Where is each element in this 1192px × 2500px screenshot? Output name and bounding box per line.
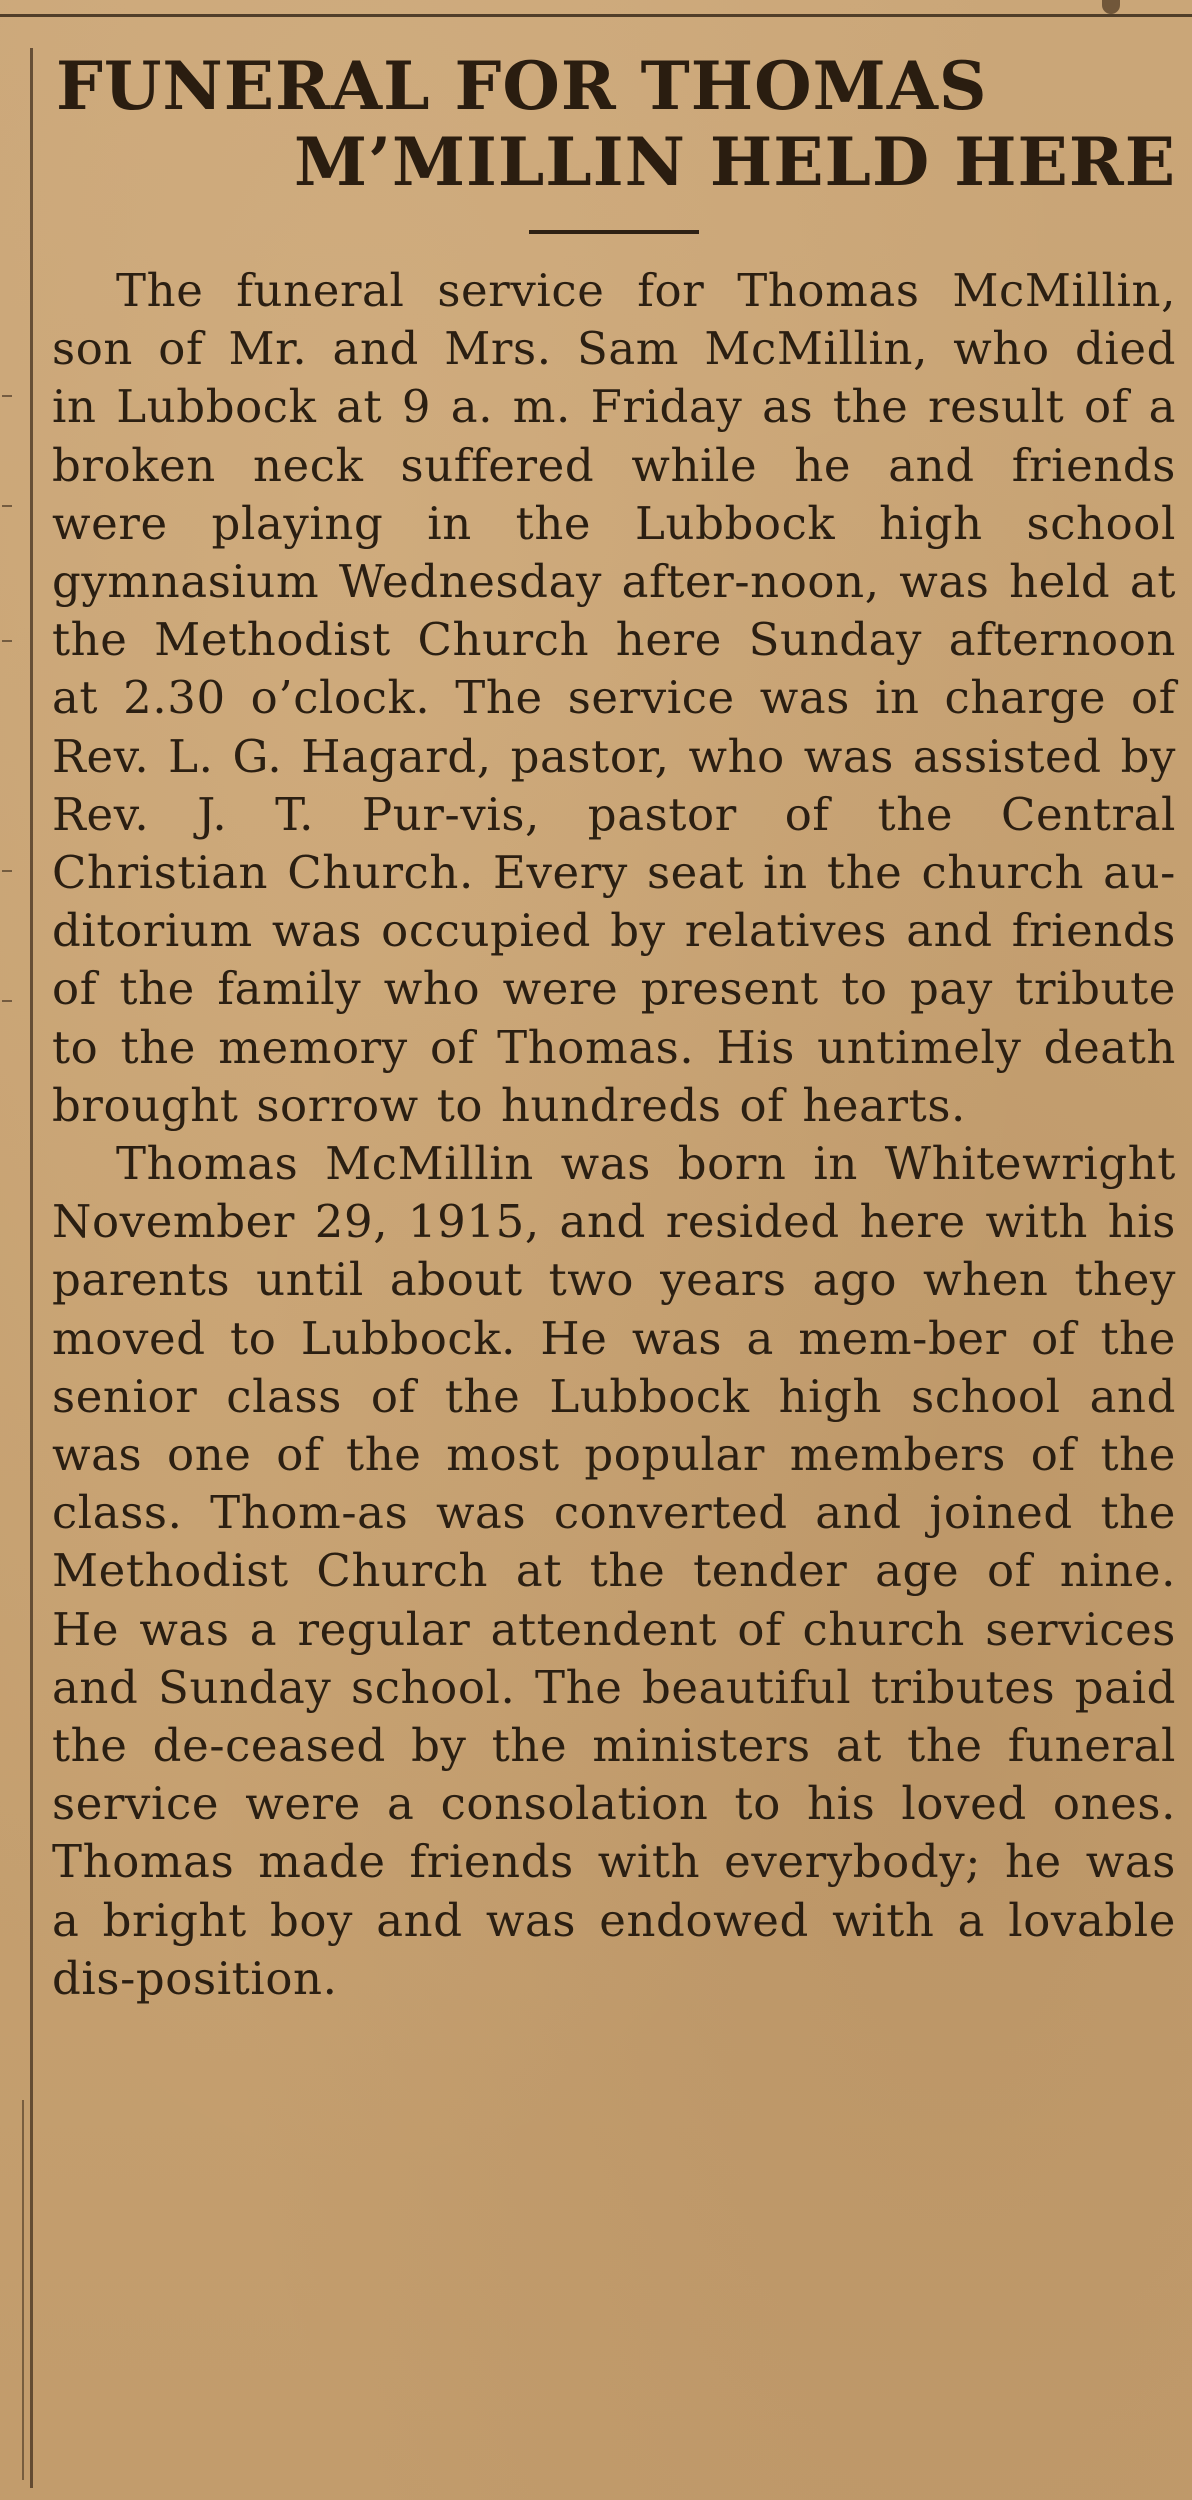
margin-mark [2,505,12,507]
article-paragraph-2: Thomas McMillin was born in Whitewright November 29, 1915, and resided here with his parents until about two years ago when they moved to Lubbock. He was a mem-ber of the senior class of the Lubbock high school and was one of the most popular members of the class. Thom-as was converted and joined the Methodist Church at the tender age of nine. He was a regular attendent of church services and Sunday school. The beautiful tributes paid the de-ceased by the ministers at the funeral service were a consolation to his loved ones. Thomas made friends with everybody; he was a bright boy and was endowed with a lovable dis-position. [52,1137,1176,2005]
article [52,48,1176,2008]
article-paragraph-1: The funeral service for Thomas McMillin, son of Mr. and Mrs. Sam McMillin, who died in Lubbock at 9 a. m. Friday as the result of a broken neck suffered while he and friends were playing in the Lubbock high school gymnasium Wednesday after-noon, was held at the Methodist Church here Sunday afternoon at 2.30 o’clock. The service was in charge of Rev. L. G. Hagard, pastor, who was assisted by Rev. J. T. Pur-vis, pastor of the Central Christian Church. Every seat in the church au-ditorium was occupied by relatives and friends of the family who were present to pay tribute to the memory of Thomas. His untimely death brought sorrow to hundreds of hearts. [52,264,1176,1132]
column-rule-secondary [22,2100,24,2480]
margin-mark [2,640,12,642]
top-border-rule [0,14,1192,17]
headline [52,48,1176,200]
headline-line-2: M’MILLIN HELD HERE [293,123,1176,201]
margin-mark [2,1000,12,1002]
headline-line-1: FUNERAL FOR THOMAS [56,47,988,125]
headline-divider [529,230,699,234]
column-rule [30,48,33,2488]
margin-mark [2,395,12,397]
paper-speck [1102,0,1120,14]
margin-mark [2,870,12,872]
